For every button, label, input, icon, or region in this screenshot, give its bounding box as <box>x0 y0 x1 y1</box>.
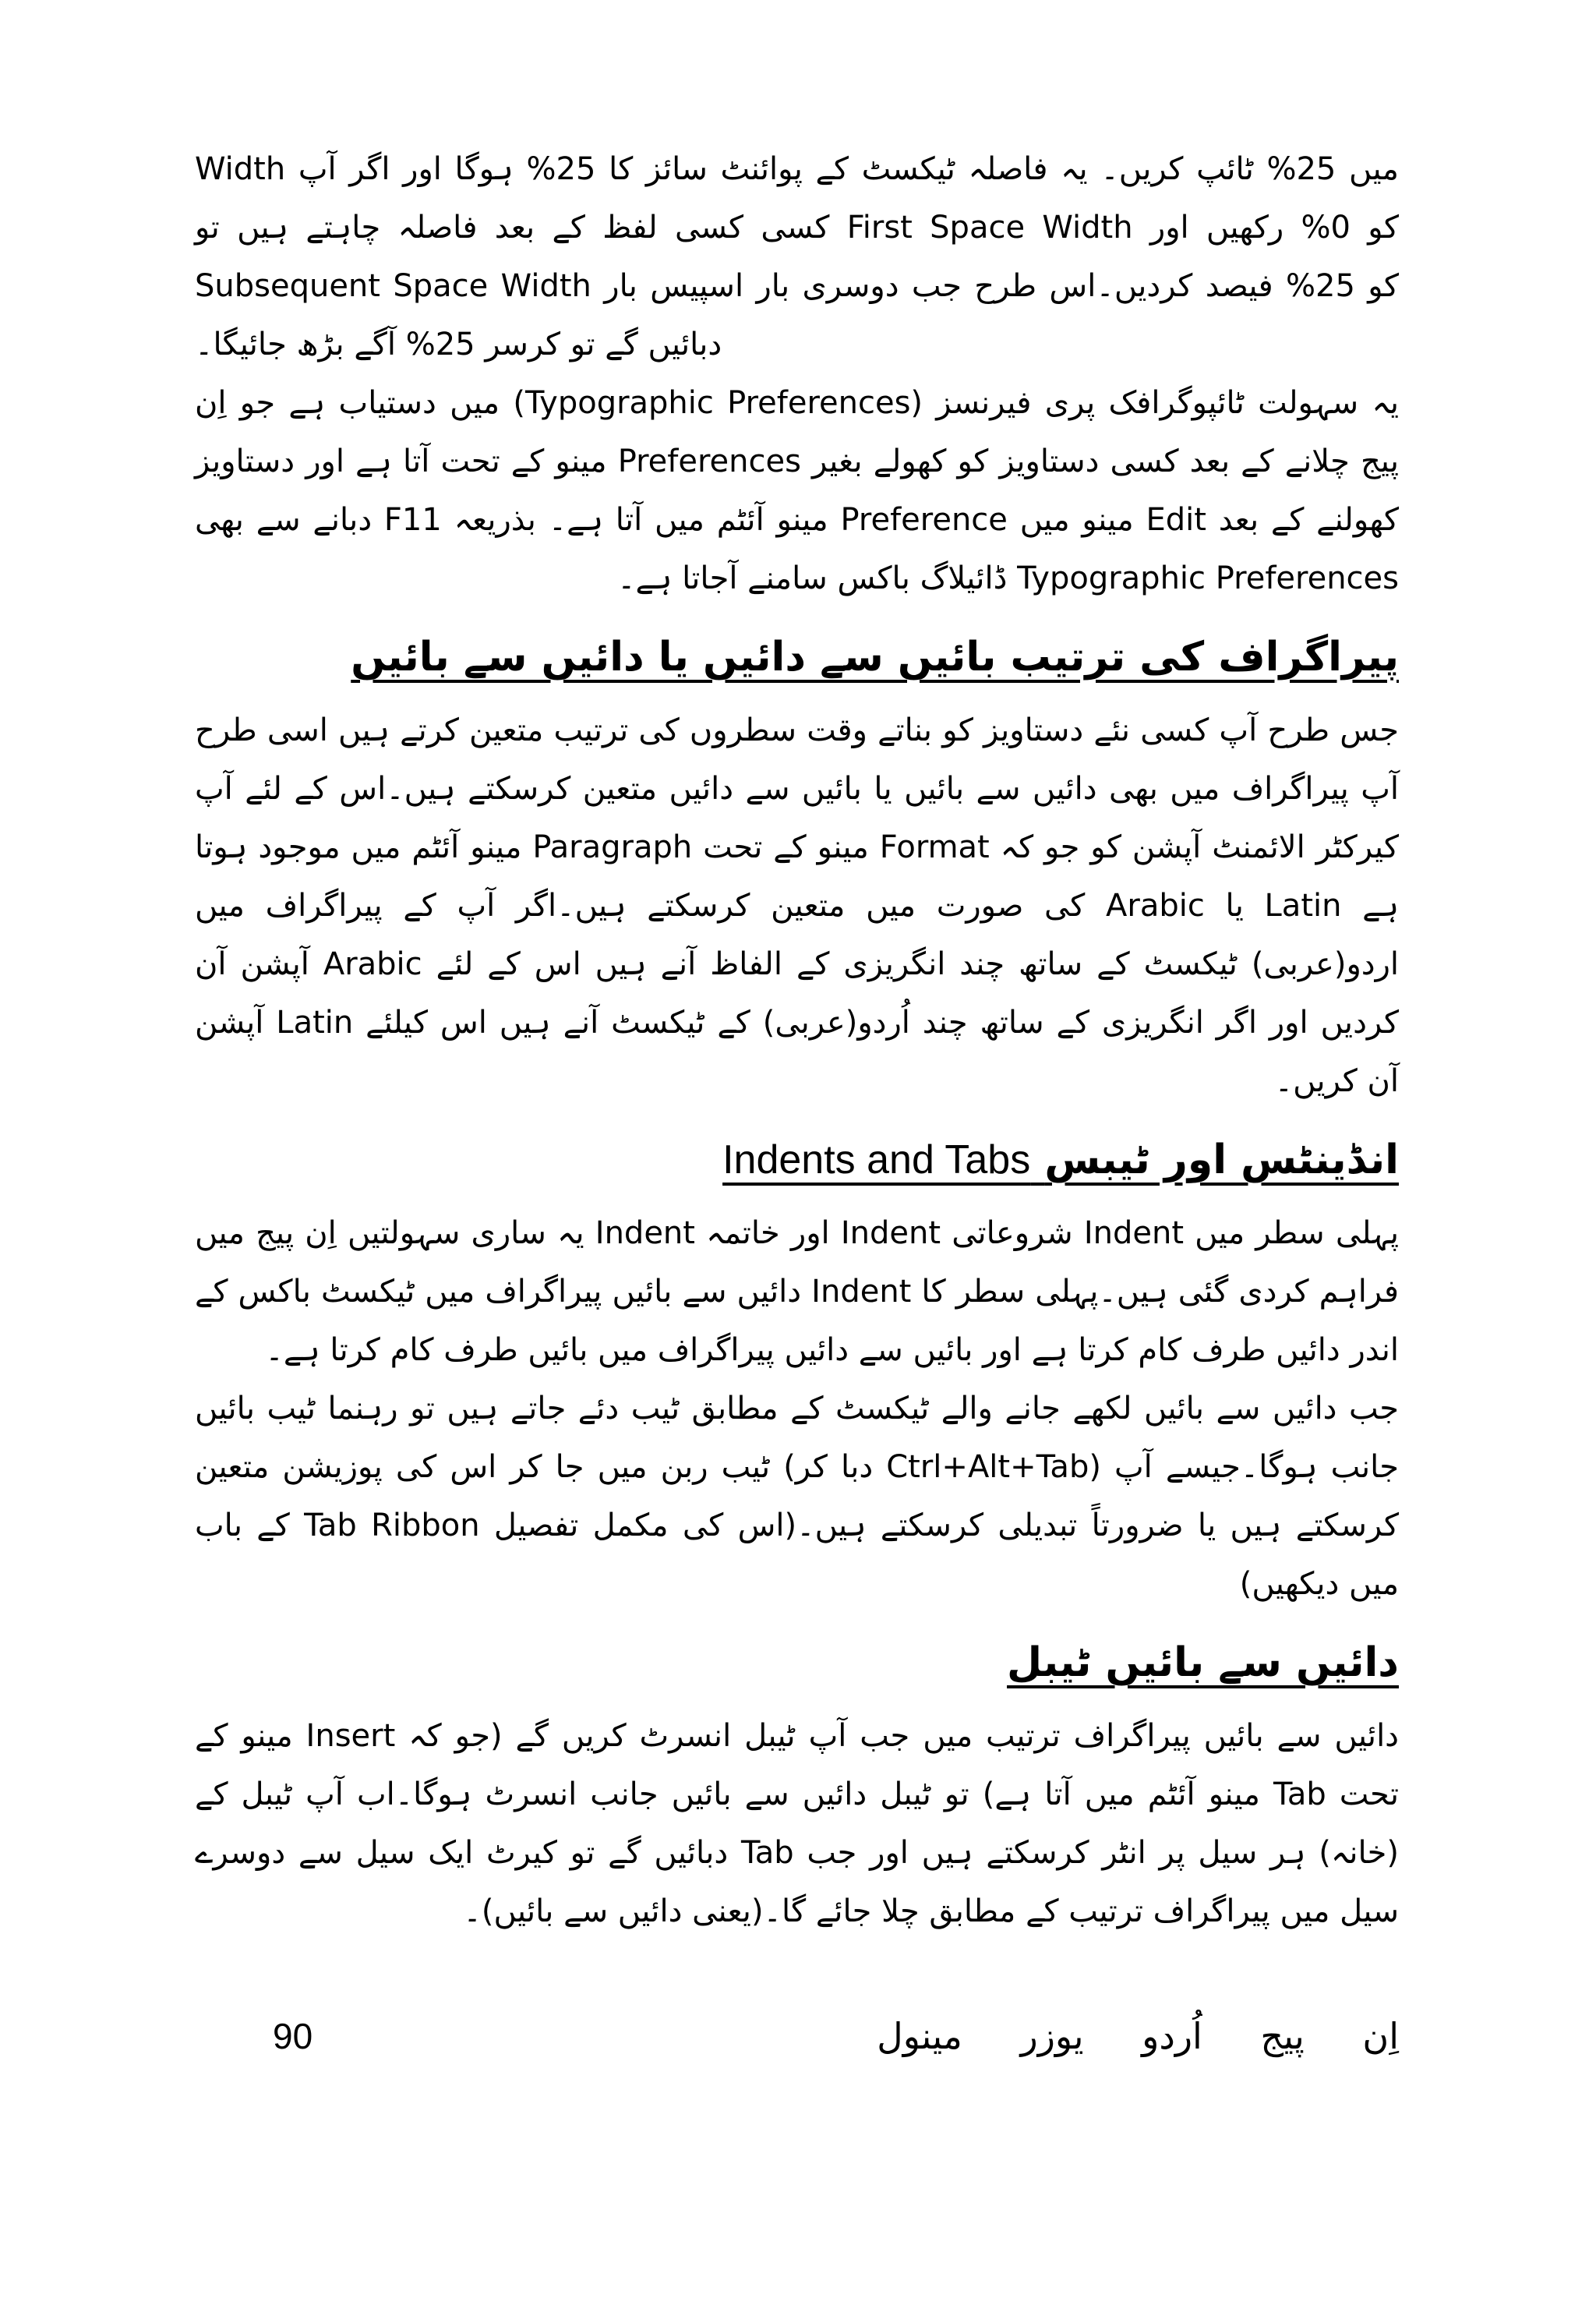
section-heading-rtl-table: دائیں سے بائیں ٹیبل <box>1007 1639 1399 1686</box>
section-heading-paragraph-direction: پیراگراف کی ترتیب بائیں سے دائیں یا دائیں سے بائیں <box>351 634 1399 681</box>
heading-english-indents-tabs: Indents and Tabs <box>722 1137 1031 1183</box>
section-heading-indents-tabs <box>195 1125 1399 1195</box>
heading-urdu-indents-tabs: انڈینٹس اور ٹیبس <box>1044 1137 1399 1183</box>
paragraph-table-body: دائیں سے بائیں پیراگراف ترتیب میں جب آپ ٹیبل انسرٹ کریں گے (جو کہ Insert مینو کے تحت Tab مینو آئٹم میں آتا ہے) تو ٹیبل دائیں سے بائیں جانب انسرٹ ہوگا۔اب آپ ٹیبل کے (خانہ) ہر سیل پر انٹر کرسکتے ہیں اور جب Tab دبائیں گے تو کیرٹ ایک سیل سے دوسرے سیل میں پیراگراف ترتیب کے مطابق چلا جائے گا۔(یعنی دائیں سے بائیں)۔ <box>195 1718 1400 1929</box>
paragraph-typographic-preferences: یہ سہولت ٹائپوگرافک پری فیرنسز (Typographic Preferences) میں دستیاب ہے جو اِن پیج چلانے کے بعد کسی دستاویز کو کھولے بغیر Preferences مینو کے تحت آتا ہے اور دستاویز کھولنے کے بعد Edit مینو میں Preference مینو آئٹم میں آتا ہے۔ بذریعہ F11 دبانے سے بھی Typographic Preferences ڈائیلاگ باکس سامنے آجاتا ہے۔ <box>195 385 1400 596</box>
paragraph-direction-body: جس طرح آپ کسی نئے دستاویز کو بناتے وقت سطروں کی ترتیب متعین کرتے ہیں اسی طرح آپ پیراگراف میں بھی دائیں سے بائیں یا بائیں سے دائیں متعین کرسکتے ہیں۔اس کے لئے آپ کیرکٹر الائمنٹ آپشن کو جو کہ Format مینو کے تحت Paragraph مینو آئٹم میں موجود ہوتا ہے Latin یا Arabic کی صورت میں متعین کرسکتے ہیں۔اگر آپ کے پیراگراف میں اردو(عربی) ٹیکسٹ کے ساتھ چند انگریزی کے الفاظ آنے ہیں اس کے لئے Arabic آپشن آن کردیں اور اگر انگریزی کے ساتھ چند اُردو(عربی) کے ٹیکسٹ آنے ہیں اس کیلئے Latin آپشن آن کریں۔ <box>195 712 1400 1099</box>
page-number: 90 <box>273 2016 313 2056</box>
page-content <box>195 140 1399 1941</box>
footer-title: اِن پیج اُردو یوزر مینول <box>877 2015 1399 2057</box>
paragraph-width-spacing: Width میں 25% ٹائپ کریں۔ یہ فاصلہ ٹیکسٹ کے پوائنٹ سائز کا 25% ہوگا اور اگر آپ کسی کسی لفظ کے بعد فاصلہ چاہتے ہیں تو First Space Width کو 0% رکھیں اور Subsequent Space Width کو 25% فیصد کردیں۔اس طرح جب دوسری بار اسپیس بار دبائیں گے تو کرسر 25% آگے بڑھ جائیگا۔ <box>195 151 1400 362</box>
page-footer <box>195 2015 1399 2070</box>
paragraph-tabs-body: جب دائیں سے بائیں لکھے جانے والے ٹیکسٹ کے مطابق ٹیب دئے جاتے ہیں تو رہنما ٹیب بائیں جانب ہوگا۔جیسے آپ (Ctrl+Alt+Tab دبا کر) ٹیب ربن میں جا کر اس کی پوزیشن متعین کرسکتے ہیں یا ضرورتاً تبدیلی کرسکتے ہیں۔(اس کی مکمل تفصیل Tab Ribbon کے باب میں دیکھیں) <box>195 1391 1399 1602</box>
paragraph-indents-body: پہلی سطر میں Indent شروعاتی Indent اور خاتمہ Indent یہ ساری سہولتیں اِن پیج میں فراہم کردی گئی ہیں۔پہلی سطر کا Indent دائیں سے بائیں پیراگراف میں ٹیکسٹ باکس کے اندر دائیں طرف کام کرتا ہے اور بائیں سے دائیں پیراگراف میں بائیں طرف کام کرتا ہے۔ <box>195 1215 1400 1368</box>
